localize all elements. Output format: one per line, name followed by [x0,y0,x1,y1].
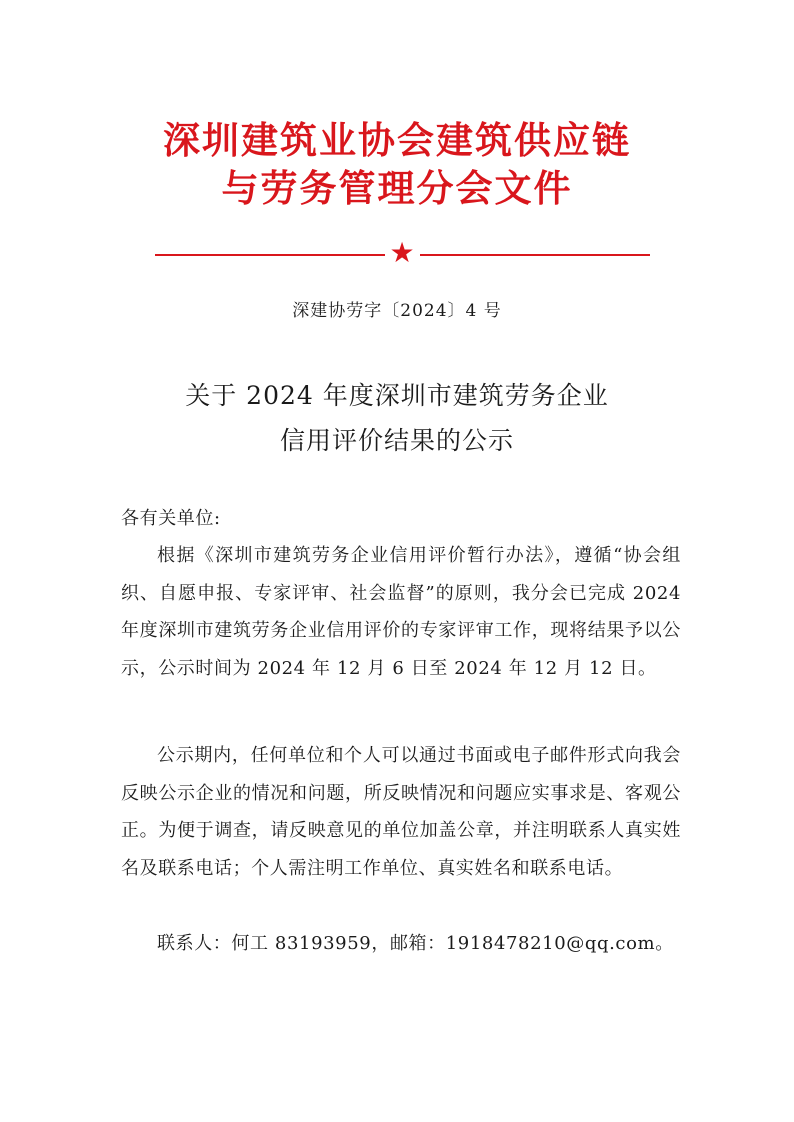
document-number: 深建协劳字〔2024〕4 号 [292,301,502,321]
salutation: 各有关单位: [121,508,221,529]
body-paragraph-1: 根据《深圳市建筑劳务企业信用评价暂行办法》，遵循“协会组织、自愿申报、专家评审、社会监督”的原则，我分会已完成 2024 年度深圳市建筑劳务企业信用评价的专家评审工作，现将结果予以公示，公示时间为 2024 年 12 月 6 日至 2024 年 12 月 12 日。 [121,545,681,679]
subject-title-line1: 关于 2024 年度深圳市建筑劳务企业 [185,381,609,410]
star-icon: ★ [389,236,415,269]
red-divider-right [420,254,650,256]
red-divider-left [155,254,385,256]
issuer-title-line1: 深圳建筑业协会建筑供应链 [163,118,631,162]
issuer-title-line2: 与劳务管理分会文件 [221,166,573,210]
body-paragraph-2: 公示期内，任何单位和个人可以通过书面或电子邮件形式向我会反映公示企业的情况和问题，所反映情况和问题应实事求是、客观公正。为便于调查，请反映意见的单位加盖公章，并注明联系人真实姓名及联系电话；个人需注明工作单位、真实姓名和联系电话。 [121,745,681,879]
contact-line: 联系人：何工 83193959，邮箱：1918478210@qq.com。 [157,933,674,954]
subject-title-line2: 信用评价结果的公示 [279,426,514,455]
